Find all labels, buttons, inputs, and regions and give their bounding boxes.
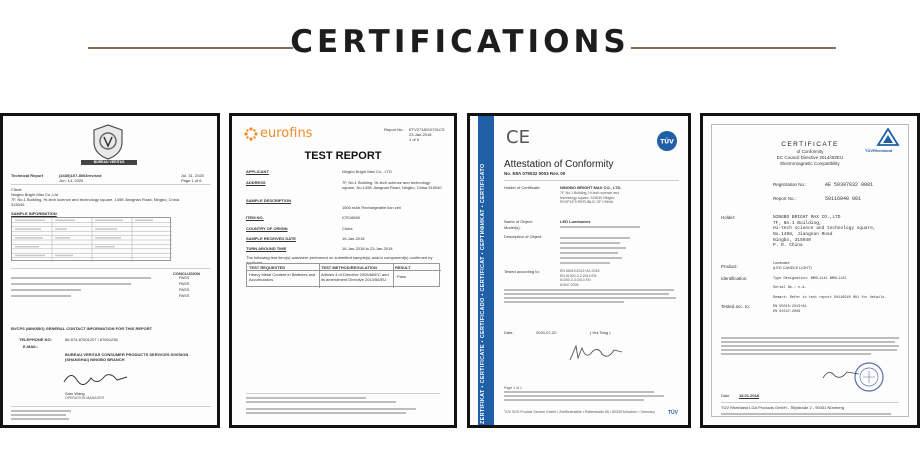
field-value-sample: 1500 mAh Rechargeable lion cell (342, 205, 401, 210)
field-label-turnaround: TURN AROUND TIME (246, 246, 287, 251)
date-value: 18.01.2018 (739, 393, 760, 398)
tested-label: Tested according to: (504, 269, 540, 274)
certificate-title: CERTIFICATE (781, 141, 839, 148)
field-value-origin: China (342, 226, 353, 231)
result-2: PASS (179, 281, 190, 286)
object-label: Name of Object: (504, 219, 533, 224)
field-label-origin: COUNTRY OF ORIGIN (246, 226, 288, 231)
tel-value: 86-574-87601207 / 87601236 (65, 337, 118, 342)
signature-icon (61, 368, 131, 390)
col-test-header: TEST REQUESTED (249, 265, 286, 270)
holder-line: Ningbo, 315040 (773, 237, 811, 243)
divider (504, 180, 679, 181)
certificate-paper (470, 116, 688, 425)
test-note: The following test item(s) was/were performed on submitted sample(s) and/or component(s) confirmed by applicant (246, 255, 433, 266)
body-text-line (721, 341, 895, 343)
signature-icon (821, 366, 861, 382)
identification-label: Identification: (721, 276, 748, 281)
issuer-footer: TÜV Rheinland LGA Products GmbH - Tillystraße 2 - 90431 Nürnberg (721, 405, 845, 410)
holder-label: Holder: (721, 215, 736, 220)
divider (11, 268, 211, 269)
body-text-line (721, 345, 899, 347)
spec-line (560, 257, 622, 259)
holder-line: NINGBO BRIGHT MAX CO.,LTD (773, 215, 841, 220)
attestation-number: No. E8A 079032 0003 Rev. 00 (504, 171, 566, 176)
body-text-line (504, 289, 674, 291)
sample-info-table (11, 217, 171, 261)
section-title: SAMPLE INFORMATION (11, 211, 57, 216)
model-line (560, 226, 640, 228)
holder-line: Hi-tech science and technology square, (773, 226, 876, 232)
lab-name: BUREAU VERITAS CONSUMER PRODUCTS SERVICES DIVISION (SHANGHAI) NINGBO BRANCH (65, 352, 189, 363)
ce-mark: CE (506, 127, 530, 148)
table-rule (393, 264, 394, 288)
object-value: LED Luminaires (560, 219, 591, 224)
serial-value: Serial No.: n.a. (773, 286, 807, 290)
report-date-secondary: Jun. 14, 2020 (59, 178, 84, 183)
test-line (11, 295, 71, 297)
holder-block (773, 215, 876, 249)
holder-line: 7F, No.1 Building, (773, 220, 822, 226)
report-date: 23-Jan-2018 (409, 132, 432, 137)
fine-print-line (721, 413, 891, 415)
spec-line (560, 242, 620, 244)
signer-name: Sam Wang (65, 391, 85, 396)
client-name: Ningbo Bright Max Co.,Ltd (11, 192, 58, 197)
fine-print-line (246, 397, 366, 399)
product-label: Product: (721, 264, 738, 269)
spec-line (560, 237, 630, 239)
signer-name: ( Hui Tang ) (590, 330, 611, 335)
report-date: Jul. 31, 2020 (181, 173, 204, 178)
field-label-item: ITEM NO. (246, 215, 264, 220)
contact-title: BVCPS (NINGBO) GENERAL CONTACT INFORMATION FOR THIS REPORT (11, 326, 153, 331)
body-text-line (504, 297, 676, 299)
tel-label: TELEPHONE NO: (19, 337, 52, 342)
field-label-applicant: APPLICANT (246, 169, 269, 174)
result-1: PASS (179, 275, 190, 280)
body-text-line (721, 353, 871, 355)
certificate-scope: Electromagnetic Compatibility (780, 161, 840, 166)
page-number: Page 1 of 1 (504, 386, 522, 390)
org-name: BUREAU VERITAS (81, 160, 137, 165)
description-label: Description of Object: (504, 234, 543, 239)
date-value: 2020-07-20 (536, 330, 557, 335)
divider (246, 393, 440, 394)
issuer-footer: TÜV SÜD Product Service GmbH ▪ Zertifizierstelle ▪ Ridlerstraße 65 ▪ 80339 München ▪ Germany (504, 410, 655, 414)
row-test: Heavy Metal Content in Batteries and Accumulators (249, 272, 316, 283)
fine-print-line (504, 391, 654, 393)
test-line (11, 289, 81, 291)
date-label: Date, (504, 330, 514, 335)
signature-icon (566, 342, 626, 366)
spec-line (560, 247, 626, 249)
test-line (11, 277, 151, 279)
spec-line (560, 262, 610, 264)
field-value-turnaround: 16-Jan-2018 to 23-Jan-2018 (342, 246, 393, 251)
field-value-address: 7F, No.1 Building, Hi-tech science and technology square, No.1498 Jiangnan Road, Ningbo, China 315040 (342, 180, 442, 191)
client-label: Client: (11, 187, 23, 192)
brand-name: eurofins (260, 126, 313, 141)
fine-print-line (11, 414, 66, 416)
result-3: PASS (179, 287, 190, 292)
report-label: Technical Report (11, 173, 44, 178)
certificate-paper (232, 116, 454, 425)
fine-print-line (246, 412, 406, 414)
product-name: Luminaire (773, 261, 790, 265)
certificate-paper (703, 116, 917, 425)
page-header (0, 22, 920, 72)
tested-label: Tested acc. to: (721, 304, 751, 309)
field-label-sample: SAMPLE DESCRIPTION (246, 198, 292, 203)
col-result-header: RESULT (395, 265, 411, 270)
holder-address: 7F, No.1 Building, Hi-tech science and technology square, 315040 Ningbo PEOPLE'S REPUBLIC OF CHINA (560, 191, 620, 205)
certificate-bureau-veritas[interactable] (0, 113, 220, 428)
certificate-tuv-rheinland[interactable] (700, 113, 920, 428)
fine-print-line (504, 399, 644, 401)
certificate-eurofins[interactable] (229, 113, 457, 428)
certificate-subtitle: of Conformity (796, 149, 824, 154)
eurofins-logo-icon (244, 127, 258, 141)
test-line (11, 283, 131, 285)
certificate-directive: EC Council Directive 2014/30/EU (776, 155, 844, 160)
certificate-tuv-sud-attestation[interactable] (467, 113, 691, 428)
fine-print-line (246, 401, 396, 403)
report-label: Report No.: (773, 196, 797, 201)
standard-2: EN 61547:2009 (773, 310, 801, 314)
report-number: (2430)107-8003revised (59, 173, 102, 178)
field-value-received: 16-Jan-2018 (342, 236, 365, 241)
tuv-logo-icon (656, 130, 678, 152)
report-page: 1 of 5 (409, 137, 420, 142)
report-number: 50116940 001 (825, 196, 862, 202)
conclusion-label: CONCLUSION (173, 271, 200, 276)
body-text-line (504, 293, 669, 295)
field-value-item: ICR18650 (342, 215, 361, 220)
attestation-title: Attestation of Conformity (504, 159, 614, 170)
signer-role: OPERATION MANAGER (65, 396, 105, 400)
identification-value: Type Designation: BMXL1141 BMXL1142 (773, 277, 847, 281)
remark-value: Remark: Refer to test report 50116940 001 for details. (773, 296, 887, 300)
email-label: E-MAIL: (23, 344, 39, 349)
fine-print-line (246, 408, 416, 410)
product-detail: (LED CANDLE LIGHT) (773, 266, 812, 270)
client-address: 7F, No.1 Building, Hi-tech science and technology square, 1498 Jiangnan Road, Ningbo, China 315040 (11, 197, 180, 208)
certificate-paper (3, 116, 217, 425)
report-title: TEST REPORT (304, 150, 382, 162)
standards-list: EN 55015:2013+A1:2015 EN 61000-3-2:2014 EN 61000-3-3:2013 EN 61547:2009 (560, 269, 600, 288)
table-rule (247, 270, 441, 271)
field-label-received: SAMPLE RECEIVED DATE (246, 236, 296, 241)
registration-label: Registration No.: (773, 182, 807, 187)
divider (11, 406, 211, 407)
divider (721, 402, 899, 403)
body-text-line (504, 301, 624, 303)
body-text-line (721, 337, 899, 339)
spec-line (560, 252, 618, 254)
page-title: CERTIFICATIONS (290, 24, 630, 60)
test-result-table (246, 263, 440, 287)
field-label-address: ADDRESS (246, 180, 266, 185)
side-band-text: ZERTIFIKAT ▪ CERTIFICATE ▪ CERTIFICADO ▪ CERTIFICAT ▪ CEPTИФИKAT ▪ CERTIFICATO (480, 163, 486, 424)
fine-print-line (504, 395, 664, 397)
table-grid-lines (12, 218, 172, 262)
model-label: Model(s): (504, 225, 521, 230)
fine-print-line (11, 418, 69, 420)
report-label: Report No.: (384, 127, 405, 132)
holder-line: P. R. China (773, 243, 803, 249)
holder-label: Holder of Certificate: (504, 185, 541, 190)
row-result: Pass (397, 274, 406, 279)
holder-name: NINGBO BRIGHT MAX CO., LTD. (560, 185, 622, 190)
row-method: Articles 4 of Directive 2006/66/EC and its amendment Directive 2013/56/EU (321, 272, 389, 283)
table-rule (319, 264, 320, 288)
result-4: PASS (179, 293, 190, 298)
report-number: ETV2718010701CS (409, 127, 445, 132)
col-method-header: TEST METHOD/REGULATION (321, 265, 377, 270)
report-page: Page 1 of 6 (181, 178, 202, 183)
footer-brand: TÜV (668, 410, 678, 416)
standard-1: EN 55015:2013+A1 (773, 305, 807, 309)
body-text-line (721, 349, 897, 351)
svg-text:TÜV: TÜV (660, 138, 674, 146)
header-rule-right (631, 47, 836, 49)
date-label: Date (721, 393, 730, 398)
field-value-applicant: Ningbo Bright Max Co., LTD (342, 169, 392, 174)
bureau-veritas-logo-icon (91, 124, 125, 160)
fine-print-line (11, 410, 71, 412)
holder-line: No.1498, Jiangnan Road (773, 231, 833, 237)
brand-name: TÜVRheinland (865, 148, 893, 153)
divider (11, 184, 211, 185)
registration-number: AE 50397832 0001 (825, 182, 874, 188)
